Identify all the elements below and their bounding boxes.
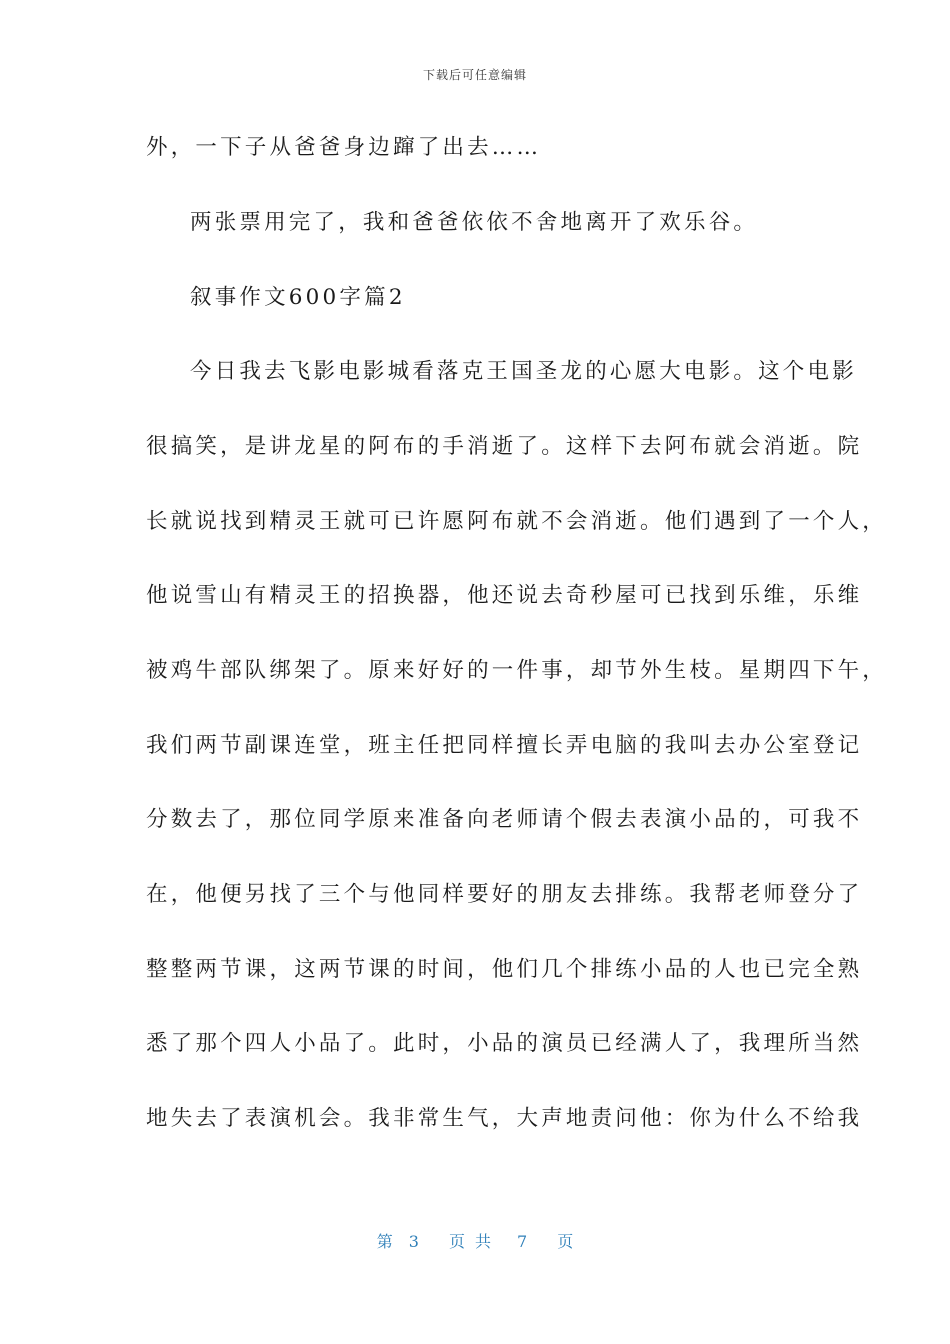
body-line-4: 今日我去飞影电影城看落克王国圣龙的心愿大电影。这个电影 bbox=[190, 359, 857, 384]
footer-prefix: 第 bbox=[376, 1232, 393, 1251]
body-line-11: 在，他便另找了三个与他同样要好的朋友去排练。我帮老师登分了 bbox=[146, 882, 863, 907]
body-line-6: 长就说找到精灵王就可已许愿阿布就不会消逝。他们遇到了一个人， bbox=[146, 509, 888, 534]
body-line-7: 他说雪山有精灵王的招换器，他还说去奇秒屋可已找到乐维，乐维 bbox=[146, 583, 863, 608]
body-line-8: 被鸡牛部队绑架了。原来好好的一件事，却节外生枝。星期四下午， bbox=[146, 658, 888, 683]
total-pages-number: 7 bbox=[517, 1232, 528, 1251]
current-page-number: 3 bbox=[408, 1232, 419, 1251]
footer-middle: 页共 bbox=[448, 1232, 501, 1251]
footer-suffix: 页 bbox=[557, 1232, 574, 1251]
body-line-5: 很搞笑，是讲龙星的阿布的手消逝了。这样下去阿布就会消逝。院 bbox=[146, 434, 863, 459]
page-header: 下载后可任意编辑 bbox=[422, 68, 527, 82]
page-footer bbox=[0, 1229, 950, 1252]
body-line-12: 整整两节课，这两节课的时间，他们几个排练小品的人也已完全熟 bbox=[146, 957, 863, 982]
body-line-14: 地失去了表演机会。我非常生气，大声地责问他：你为什么不给我 bbox=[146, 1106, 863, 1131]
body-line-10: 分数去了，那位同学原来准备向老师请个假去表演小品的，可我不 bbox=[146, 807, 863, 832]
section-heading: 叙事作文600字篇2 bbox=[190, 285, 406, 310]
body-line-9: 我们两节副课连堂，班主任把同样擅长弄电脑的我叫去办公室登记 bbox=[146, 733, 863, 758]
body-line-13: 悉了那个四人小品了。此时，小品的演员已经满人了，我理所当然 bbox=[146, 1031, 863, 1056]
body-line-2: 两张票用完了，我和爸爸依依不舍地离开了欢乐谷。 bbox=[190, 210, 759, 235]
body-line-1: 外，一下子从爸爸身边蹿了出去…… bbox=[146, 135, 542, 160]
